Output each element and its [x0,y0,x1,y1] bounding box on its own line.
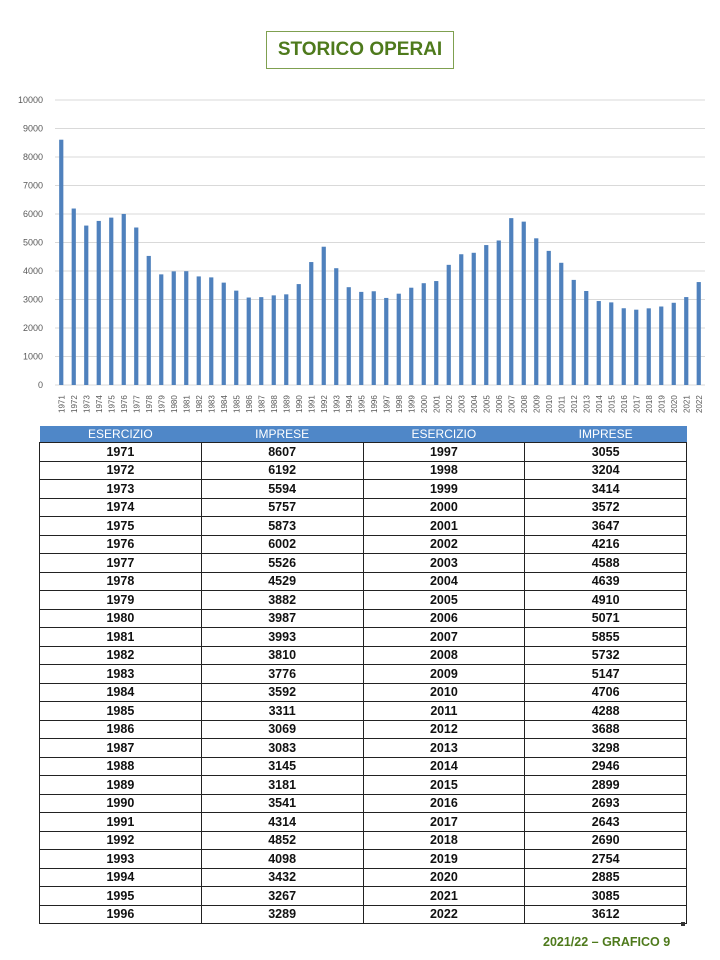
bar [634,310,638,385]
cell-imprese-2: 3612 [525,905,687,924]
bar [584,291,588,385]
bar [697,282,701,385]
bar [522,222,526,385]
table-row [40,831,687,850]
x-tick-label: 2005 [482,395,492,413]
cell-imprese-1: 5526 [201,554,363,573]
bar [284,294,288,385]
cell-esercizio-1: 1986 [40,720,202,739]
x-tick-label: 1988 [269,395,279,413]
cell-imprese-2: 3572 [525,498,687,517]
bar [234,291,238,385]
chart-title: STORICO OPERAI [266,31,454,69]
y-tick-label: 7000 [22,180,43,191]
cell-esercizio-2: 1997 [363,443,525,462]
x-tick-label: 1972 [69,395,79,413]
cell-imprese-2: 3085 [525,887,687,906]
cell-imprese-2: 2690 [525,831,687,850]
bar [147,256,151,385]
cell-esercizio-2: 2011 [363,702,525,721]
x-tick-label: 1973 [82,395,92,413]
cell-imprese-2: 4639 [525,572,687,591]
table-row [40,757,687,776]
x-tick-label: 1999 [407,395,417,413]
cell-imprese-2: 2643 [525,813,687,832]
cell-imprese-1: 3810 [201,646,363,665]
cell-imprese-1: 5594 [201,480,363,499]
table-row [40,646,687,665]
cell-esercizio-2: 2014 [363,757,525,776]
bar [122,214,126,385]
cell-imprese-1: 5873 [201,517,363,536]
cell-esercizio-2: 2002 [363,535,525,554]
table-row [40,498,687,517]
cell-imprese-2: 3688 [525,720,687,739]
table-row [40,905,687,924]
cell-esercizio-1: 1973 [40,480,202,499]
cell-imprese-1: 4098 [201,850,363,869]
cell-esercizio-2: 2006 [363,609,525,628]
x-tick-label: 1993 [332,395,342,413]
cell-imprese-2: 3298 [525,739,687,758]
cell-imprese-2: 2946 [525,757,687,776]
cell-esercizio-1: 1995 [40,887,202,906]
table-row [40,591,687,610]
cell-esercizio-1: 1976 [40,535,202,554]
cell-esercizio-2: 2021 [363,887,525,906]
bar [447,265,451,385]
cell-imprese-1: 4852 [201,831,363,850]
table-row [40,813,687,832]
y-tick-label: 10000 [17,95,43,105]
cell-esercizio-1: 1989 [40,776,202,795]
cell-esercizio-1: 1975 [40,517,202,536]
bar [397,294,401,385]
cell-esercizio-2: 1999 [363,480,525,499]
table-row [40,665,687,684]
cell-esercizio-1: 1996 [40,905,202,924]
bar [247,298,251,385]
cell-imprese-1: 3311 [201,702,363,721]
x-tick-label: 2019 [657,395,667,413]
bar [84,226,88,385]
cell-esercizio-2: 2016 [363,794,525,813]
table-row [40,461,687,480]
cell-imprese-2: 2899 [525,776,687,795]
x-tick-label: 2001 [432,395,442,413]
cell-esercizio-2: 2009 [363,665,525,684]
cell-imprese-2: 4588 [525,554,687,573]
cell-imprese-2: 3647 [525,517,687,536]
cell-esercizio-2: 2012 [363,720,525,739]
cell-esercizio-1: 1977 [40,554,202,573]
bar [359,292,363,385]
cell-esercizio-1: 1971 [40,443,202,462]
x-tick-label: 1997 [382,395,392,413]
cell-esercizio-1: 1992 [40,831,202,850]
bar [297,284,301,385]
x-tick-label: 2004 [469,395,479,413]
cell-esercizio-1: 1983 [40,665,202,684]
bar [322,247,326,385]
bar [134,228,138,385]
x-tick-label: 1996 [369,395,379,413]
bar [409,288,413,385]
bar [647,308,651,385]
bar [659,307,663,385]
resize-handle [681,922,685,926]
table-row [40,720,687,739]
footer-label: 2021/22 – GRAFICO 9 [543,935,671,949]
bar [209,277,213,385]
x-tick-label: 2016 [619,395,629,413]
table-row [40,443,687,462]
bar [622,308,626,385]
cell-imprese-1: 3145 [201,757,363,776]
cell-imprese-1: 3432 [201,868,363,887]
cell-esercizio-1: 1985 [40,702,202,721]
bar [534,238,538,385]
cell-esercizio-1: 1980 [40,609,202,628]
bar [372,291,376,385]
table-row [40,776,687,795]
table-row [40,794,687,813]
x-tick-label: 1975 [107,395,117,413]
cell-imprese-2: 5732 [525,646,687,665]
bar [672,303,676,385]
bar [109,218,113,385]
x-tick-label: 1980 [169,395,179,413]
x-tick-label: 1992 [319,395,329,413]
x-tick-label: 1995 [357,395,367,413]
x-tick-label: 1976 [119,395,129,413]
table-body [40,443,687,924]
bar [484,245,488,385]
x-tick-label: 1977 [132,395,142,413]
x-tick-label: 2008 [519,395,529,413]
cell-imprese-2: 2885 [525,868,687,887]
header-imprese-2: IMPRESE [525,426,687,443]
cell-imprese-1: 3267 [201,887,363,906]
table-row [40,868,687,887]
cell-imprese-1: 4314 [201,813,363,832]
cell-esercizio-1: 1979 [40,591,202,610]
cell-imprese-2: 4288 [525,702,687,721]
bar [597,301,601,385]
x-tick-label: 2011 [557,395,567,413]
data-table [39,426,687,924]
bar [547,251,551,385]
bar [384,298,388,385]
header-esercizio-2: ESERCIZIO [363,426,525,443]
bar [172,271,176,385]
x-tick-label: 2007 [507,395,517,413]
cell-esercizio-1: 1981 [40,628,202,647]
table-row [40,887,687,906]
cell-imprese-2: 3055 [525,443,687,462]
header-esercizio-1: ESERCIZIO [40,426,202,443]
x-tick-label: 1981 [182,395,192,413]
cell-esercizio-1: 1990 [40,794,202,813]
bar [72,209,76,385]
bar [184,271,188,385]
cell-esercizio-2: 2013 [363,739,525,758]
bar [472,253,476,385]
x-tick-label: 2009 [532,395,542,413]
cell-esercizio-1: 1978 [40,572,202,591]
bar [159,274,163,385]
x-tick-label: 1971 [57,395,67,413]
header-imprese-1: IMPRESE [201,426,363,443]
x-tick-label: 2015 [607,395,617,413]
cell-imprese-1: 3541 [201,794,363,813]
bar [259,297,263,385]
cell-imprese-1: 3776 [201,665,363,684]
bar [59,140,63,385]
cell-esercizio-1: 1987 [40,739,202,758]
cell-imprese-1: 6002 [201,535,363,554]
table-row [40,517,687,536]
cell-esercizio-2: 2000 [363,498,525,517]
y-tick-label: 1000 [22,351,43,362]
x-tick-label: 2000 [419,395,429,413]
x-tick-label: 1998 [394,395,404,413]
table-row [40,572,687,591]
bar [197,276,201,385]
cell-imprese-2: 5071 [525,609,687,628]
bar [497,240,501,385]
cell-esercizio-2: 2017 [363,813,525,832]
x-tick-label: 2017 [632,395,642,413]
cell-imprese-1: 3987 [201,609,363,628]
cell-imprese-2: 5855 [525,628,687,647]
bar [334,268,338,385]
bar [572,280,576,385]
bar [309,262,313,385]
cell-esercizio-2: 2003 [363,554,525,573]
bar [559,263,563,385]
cell-esercizio-1: 1988 [40,757,202,776]
cell-imprese-2: 4910 [525,591,687,610]
x-tick-label: 1991 [307,395,317,413]
x-tick-label: 2002 [444,395,454,413]
cell-imprese-1: 3069 [201,720,363,739]
cell-esercizio-2: 2018 [363,831,525,850]
x-tick-label: 1994 [344,395,354,413]
y-tick-label: 6000 [22,209,43,219]
bar [272,295,276,385]
y-tick-label: 0 [37,380,43,390]
cell-esercizio-2: 2001 [363,517,525,536]
bar [97,221,101,385]
cell-esercizio-2: 2008 [363,646,525,665]
cell-esercizio-1: 1974 [40,498,202,517]
cell-esercizio-2: 2007 [363,628,525,647]
cell-esercizio-2: 2015 [363,776,525,795]
y-tick-label: 3000 [22,294,43,305]
cell-imprese-1: 3181 [201,776,363,795]
x-tick-label: 2012 [569,395,579,413]
x-tick-label: 1982 [194,395,204,413]
cell-imprese-2: 3414 [525,480,687,499]
y-tick-label: 9000 [22,123,43,134]
cell-imprese-2: 3204 [525,461,687,480]
cell-esercizio-2: 2022 [363,905,525,924]
table-header-row [40,426,687,443]
x-tick-label: 2018 [644,395,654,413]
bar [684,297,688,385]
x-tick-label: 1984 [219,395,229,413]
table-row [40,702,687,721]
cell-imprese-1: 8607 [201,443,363,462]
x-tick-label: 1983 [207,395,217,413]
cell-esercizio-1: 1993 [40,850,202,869]
x-tick-label: 2013 [582,395,592,413]
y-tick-label: 5000 [22,237,43,248]
cell-imprese-1: 3882 [201,591,363,610]
x-tick-label: 2021 [682,395,692,413]
x-tick-label: 1987 [257,395,267,413]
cell-esercizio-1: 1991 [40,813,202,832]
cell-imprese-1: 3592 [201,683,363,702]
table-row [40,535,687,554]
table-row [40,609,687,628]
x-tick-label: 1986 [244,395,254,413]
cell-esercizio-2: 1998 [363,461,525,480]
cell-imprese-2: 4706 [525,683,687,702]
x-tick-label: 2003 [457,395,467,413]
cell-esercizio-2: 2004 [363,572,525,591]
x-tick-label: 2006 [494,395,504,413]
x-tick-label: 1990 [294,395,304,413]
y-tick-label: 4000 [22,266,43,276]
bar-chart [0,88,720,418]
cell-imprese-1: 3083 [201,739,363,758]
cell-imprese-1: 6192 [201,461,363,480]
cell-esercizio-2: 2019 [363,850,525,869]
bar [509,218,513,385]
cell-esercizio-2: 2005 [363,591,525,610]
cell-imprese-1: 3289 [201,905,363,924]
cell-imprese-2: 5147 [525,665,687,684]
cell-imprese-2: 4216 [525,535,687,554]
x-tick-label: 2020 [669,395,679,413]
bar [459,254,463,385]
cell-esercizio-2: 2010 [363,683,525,702]
bar [422,283,426,385]
bar [434,281,438,385]
cell-imprese-1: 4529 [201,572,363,591]
x-tick-label: 1978 [144,395,154,413]
x-tick-label: 2022 [694,395,704,413]
cell-esercizio-1: 1984 [40,683,202,702]
table-row [40,480,687,499]
x-tick-label: 1979 [157,395,167,413]
y-tick-label: 2000 [22,323,43,333]
table-row [40,628,687,647]
y-tick-label: 8000 [22,152,43,162]
table-row [40,683,687,702]
bar [222,283,226,385]
cell-imprese-1: 5757 [201,498,363,517]
cell-imprese-2: 2693 [525,794,687,813]
x-tick-label: 1985 [232,395,242,413]
cell-esercizio-1: 1982 [40,646,202,665]
cell-imprese-2: 2754 [525,850,687,869]
table-row [40,554,687,573]
x-tick-label: 2010 [544,395,554,413]
cell-imprese-1: 3993 [201,628,363,647]
bar [609,302,613,385]
x-tick-label: 1989 [282,395,292,413]
x-tick-label: 2014 [594,395,604,413]
cell-esercizio-1: 1972 [40,461,202,480]
x-tick-label: 1974 [94,395,104,413]
table-row [40,850,687,869]
table-row [40,739,687,758]
bar [347,287,351,385]
cell-esercizio-1: 1994 [40,868,202,887]
cell-esercizio-2: 2020 [363,868,525,887]
